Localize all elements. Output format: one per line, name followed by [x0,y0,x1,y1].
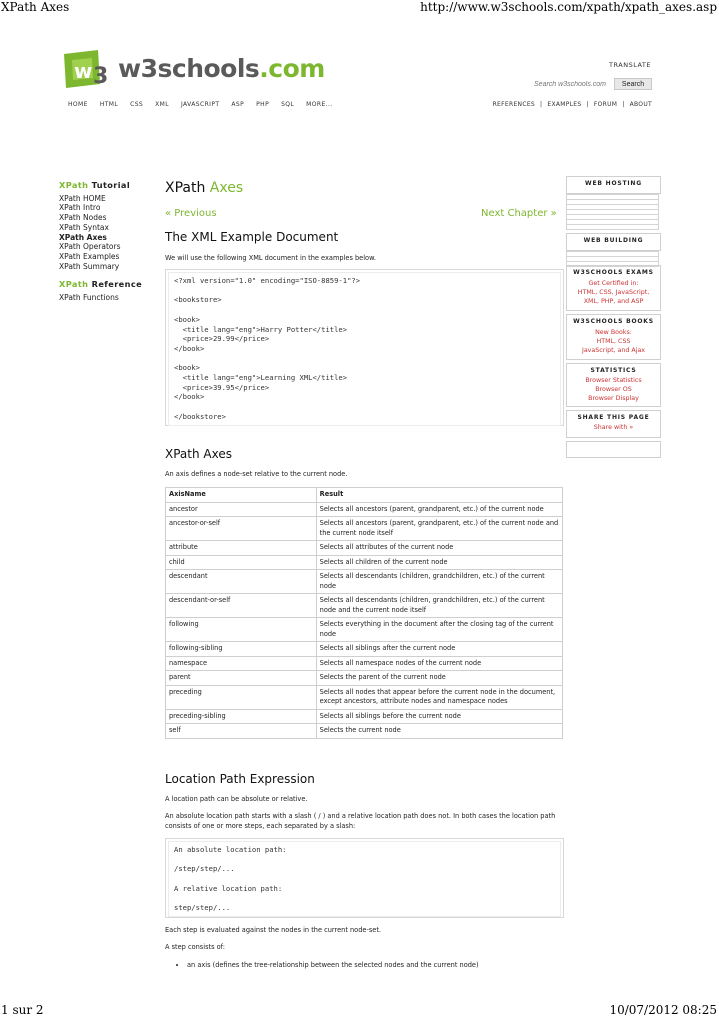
table-row [166,724,563,739]
axis-name: attribute [166,541,317,556]
statistics-box [566,363,661,407]
axis-result: Selects all ancestors (parent, grandparent, etc.) of the current node and the current node itself [316,517,562,541]
table-row [166,685,563,709]
axis-name: namespace [166,656,317,671]
page-title-green: Axes [209,180,244,196]
next-chapter-link[interactable]: Next Chapter » [481,208,557,219]
step-p2: A step consists of: [165,943,225,951]
nav-sql[interactable]: SQL [281,101,295,108]
stats-browser-statistics[interactable]: Browser Statistics [585,377,642,384]
xml-example-heading: The XML Example Document [165,230,339,244]
nav-separator: | [540,101,543,108]
table-row [166,642,563,657]
sidebar-item-xpath-syntax[interactable]: XPath Syntax [59,222,109,232]
step-p1: Each step is evaluated against the nodes in the current node-set. [165,926,382,934]
tutorial-heading [59,181,159,191]
share-box [566,410,661,438]
web-building-box [566,233,661,251]
right-nav [493,101,652,108]
nav-xml[interactable]: XML [155,101,169,108]
previous-link[interactable]: « Previous [165,208,217,219]
left-sidebar [59,181,159,303]
exams-line[interactable]: Get Certified in: [588,280,639,287]
tutorial-heading-rest: Tutorial [88,180,131,190]
books-box [566,314,661,360]
books-line[interactable]: HTML, CSS [596,338,631,345]
table-row [166,541,563,556]
logo-suffix: .com [259,54,325,83]
axis-result: Selects everything in the document after the closing tag of the current node [316,618,562,642]
location-code: An absolute location path: /step/step/... A relative location path: step/step/... [168,841,561,917]
nav-separator: | [622,101,625,108]
location-path-heading: Location Path Expression [165,772,315,786]
empty-box [566,441,661,458]
sidebar-item-xpath-operators[interactable]: XPath Operators [59,242,121,252]
table-row [166,656,563,671]
page-title [165,180,243,196]
xml-example-intro: We will use the following XML document in the examples below. [165,254,376,262]
table-row [166,502,563,517]
axis-name: child [166,555,317,570]
exams-line[interactable]: HTML, CSS, JavaScript, [577,289,650,296]
share-title: SHARE THIS PAGE [577,414,650,421]
xml-code: <?xml version="1.0" encoding="ISO-8859-1"?> <bookstore> <book> <title lang="eng">Harry Potter</title> <price>29.99</price> </book> <book> <title lang="eng">Learning XML</title> <price>39.95</price> </book> </bookstore> [168,272,561,426]
axis-result: Selects all descendants (children, grandchildren, etc.) of the current node and the current node itself [316,594,562,618]
nav-html[interactable]: HTML [99,101,119,108]
reference-heading [59,280,159,290]
table-row [166,570,563,594]
axis-result: Selects all namespace nodes of the current node [316,656,562,671]
list-item: • an axis (defines the tree-relationship between the selected nodes and the current node) [187,961,479,969]
logo-mark-icon [60,48,112,94]
share-link[interactable]: Share with » [593,424,634,431]
step-list [165,961,479,969]
web-hosting-title: WEB HOSTING [585,180,642,187]
nav-examples[interactable]: EXAMPLES [547,101,582,108]
sidebar-item-xpath-axes[interactable]: XPath Axes [59,232,107,242]
axes-table [165,487,563,739]
reference-heading-rest: Reference [88,279,143,290]
books-line[interactable]: New Books: [595,329,632,336]
xpath-axes-intro: An axis defines a node-set relative to the current node. [165,470,348,478]
axis-name: following-sibling [166,642,317,657]
exams-title: W3SCHOOLS EXAMS [573,269,654,276]
reference-heading-green: XPath [59,279,89,290]
header-result: Result [316,488,562,503]
stats-browser-os[interactable]: Browser OS [595,386,632,393]
axis-result: Selects all attributes of the current node [316,541,562,556]
axis-name: following [166,618,317,642]
axis-result: Selects all siblings before the current node [316,709,562,724]
nav-home[interactable]: HOME [68,101,88,108]
nav-more[interactable]: MORE... [306,101,333,108]
axis-result: Selects all ancestors (parent, grandparent, etc.) of the current node [316,502,562,517]
axis-result: Selects all descendants (children, grandchildren, etc.) of the current node [316,570,562,594]
translate-link[interactable]: TRANSLATE [609,61,651,69]
table-row [166,709,563,724]
sidebar-item-xpath-examples[interactable]: XPath Examples [59,251,120,261]
nav-javascript[interactable]: JAVASCRIPT [180,101,220,108]
logo-text [118,54,325,83]
table-row [166,555,563,570]
svg-text:w: w [74,59,93,83]
nav-php[interactable]: PHP [256,101,270,108]
top-nav [68,101,345,108]
print-page-url: http://www.w3schools.com/xpath/xpath_axes.asp [420,0,717,14]
axis-result: Selects the parent of the current node [316,671,562,686]
nav-separator: | [586,101,589,108]
stats-browser-display[interactable]: Browser Display [588,395,639,402]
web-building-title: WEB BUILDING [583,237,644,244]
axis-name: ancestor-or-self [166,517,317,541]
table-row [166,517,563,541]
tutorial-heading-green: XPath [59,180,89,190]
axis-result: Selects all children of the current node [316,555,562,570]
search-input[interactable] [510,79,606,90]
axis-result: Selects the current node [316,724,562,739]
sidebar-item-xpath-intro[interactable]: XPath Intro [59,203,101,213]
exams-line[interactable]: XML, PHP, and ASP [583,298,644,305]
nav-references[interactable]: REFERENCES [492,101,536,108]
sidebar-item-xpath-nodes[interactable]: XPath Nodes [59,213,107,223]
axis-result: Selects all nodes that appear before the current node in the document, except ancestors, attribute nodes and namespace nodes [316,685,562,709]
location-path-p2: An absolute location path starts with a slash ( / ) and a relative location path does not. In both cases the location path consists of one or more steps, each separated by a slash: [165,812,556,830]
search-button[interactable]: Search [614,78,652,90]
nav-about[interactable]: ABOUT [629,101,652,108]
nav-asp[interactable]: ASP [231,101,245,108]
sidebar-item-xpath-summary[interactable]: XPath Summary [59,261,120,271]
xml-code-box [165,269,564,426]
print-page-title: XPath Axes [1,0,70,14]
logo-name: w3schools [118,54,260,83]
exams-box [566,265,661,311]
location-code-box [165,838,564,918]
print-page-number: 1 sur 2 [1,1003,44,1017]
axis-name: self [166,724,317,739]
page-title-plain: XPath [165,180,210,196]
nav-forum[interactable]: FORUM [593,101,618,108]
header-axisname: AxisName [166,488,317,503]
axis-name: preceding [166,685,317,709]
books-line[interactable]: JavaScript, and Ajax [581,347,646,354]
books-title: W3SCHOOLS BOOKS [573,318,654,325]
axis-name: descendant [166,570,317,594]
table-row [166,618,563,642]
axis-name: ancestor [166,502,317,517]
axis-name: parent [166,671,317,686]
nav-css[interactable]: CSS [130,101,144,108]
table-header-row [166,488,563,503]
statistics-title: STATISTICS [590,367,637,374]
axis-name: preceding-sibling [166,709,317,724]
table-row [166,594,563,618]
svg-text:3: 3 [93,64,109,89]
sidebar-item-xpath-home[interactable]: XPath HOME [59,193,106,203]
hosting-stripes [566,194,659,230]
location-path-p1: A location path can be absolute or relative. [165,795,308,803]
table-row [166,671,563,686]
w3schools-logo[interactable] [60,48,325,94]
web-hosting-box [566,176,661,194]
sidebar-item-xpath-functions[interactable]: XPath Functions [59,293,119,303]
xpath-axes-heading: XPath Axes [165,447,232,461]
axis-result: Selects all siblings after the current node [316,642,562,657]
axis-name: descendant-or-self [166,594,317,618]
print-datetime: 10/07/2012 08:25 [609,1003,717,1017]
